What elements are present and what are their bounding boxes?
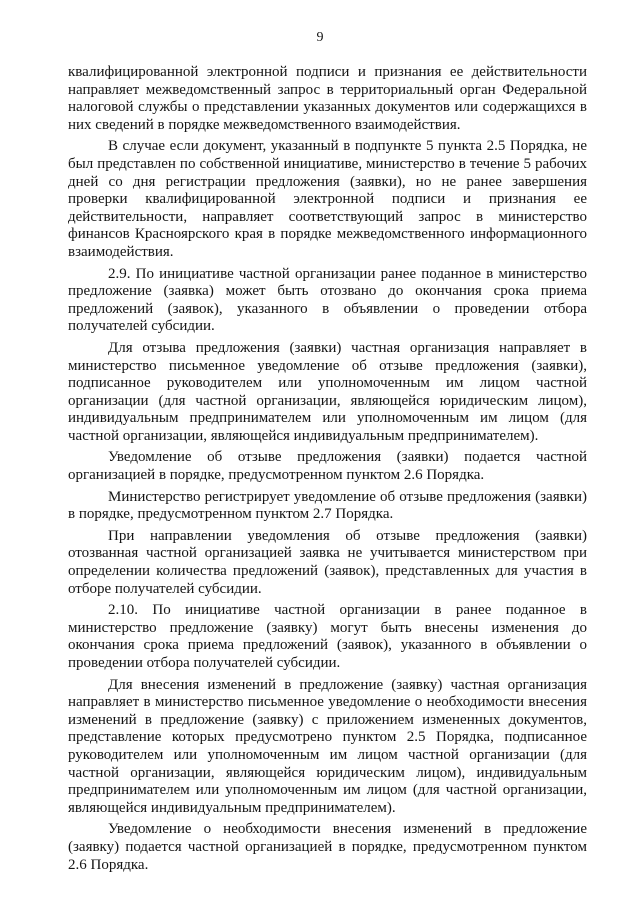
document-body [68,64,587,878]
paragraph: Уведомление об отзыве предложения (заявки) подается частной организацией в порядке, предусмотренном пунктом 2.6 Порядка. [68,449,587,484]
paragraph: Для внесения изменений в предложение (заявку) частная организация направляет в министерство письменное уведомление о необходимости внесения изменений в предложение (заявку) с приложением измененных документов, представление которых предусмотрено пунктом 2.5 Порядка, подписанное руководителем или уполномоченным им лицом частной организации (для частной организации, являющейся юридическим лицом), индивидуальным предпринимателем или уполномоченным им лицом (для частной организации, являющейся индивидуальным предпринимателем). [68,676,587,816]
paragraph: Уведомление о необходимости внесения изменений в предложение (заявку) подается частной организацией в порядке, предусмотренном пунктом 2.6 Порядка. [68,821,587,873]
paragraph: Для отзыва предложения (заявки) частная организация направляет в министерство письменное уведомление об отзыве предложения (заявки), подписанное руководителем или уполномоченным им лицом частной организации (для частной организации, являющейся юридическим лицом), индивидуальным предпринимателем или уполномоченным им лицом (для частной организации, являющейся индивидуальным предпринимателем). [68,339,587,444]
paragraph: Министерство регистрирует уведомление об отзыве предложения (заявки) в порядке, предусмотренном пунктом 2.7 Порядка. [68,488,587,523]
paragraph: При направлении уведомления об отзыве предложения (заявки) отозванная частной организацией заявка не учитывается министерством при определении количества предложений (заявок), представленных для участия в отборе получателей субсидии. [68,527,587,597]
paragraph-section-2-10: 2.10. По инициативе частной организации в ранее поданное в министерство предложение (заявку) могут быть внесены изменения до окончания срока приема предложений (заявок), указанного в объявлении о проведении отбора получателей субсидии. [68,602,587,671]
paragraph-continuation: квалифицированной электронной подписи и признания ее действительности направляет межведомственный запрос в территориальный орган Федеральной налоговой службы о представлении указанных документов или содержащихся в них сведений в порядке межведомственного взаимодействия. [68,64,587,133]
paragraph: В случае если документ, указанный в подпункте 5 пункта 2.5 Порядка, не был представлен по собственной инициативе, министерство в течение 5 рабочих дней со дня регистрации предложения (заявки), но не ранее завершения проверки квалифицированной электронной подписи и признания ее действительности, направляет соответствующий запрос в министерство финансов Красноярского края в порядке межведомственного информационного взаимодействия. [68,138,587,260]
page-number: 9 [316,30,324,45]
paragraph-section-2-9: 2.9. По инициативе частной организации ранее поданное в министерство предложение (заявка) может быть отозвано до окончания срока приема предложений (заявок), указанного в объявлении о проведении отбора получателей субсидии. [68,265,587,335]
